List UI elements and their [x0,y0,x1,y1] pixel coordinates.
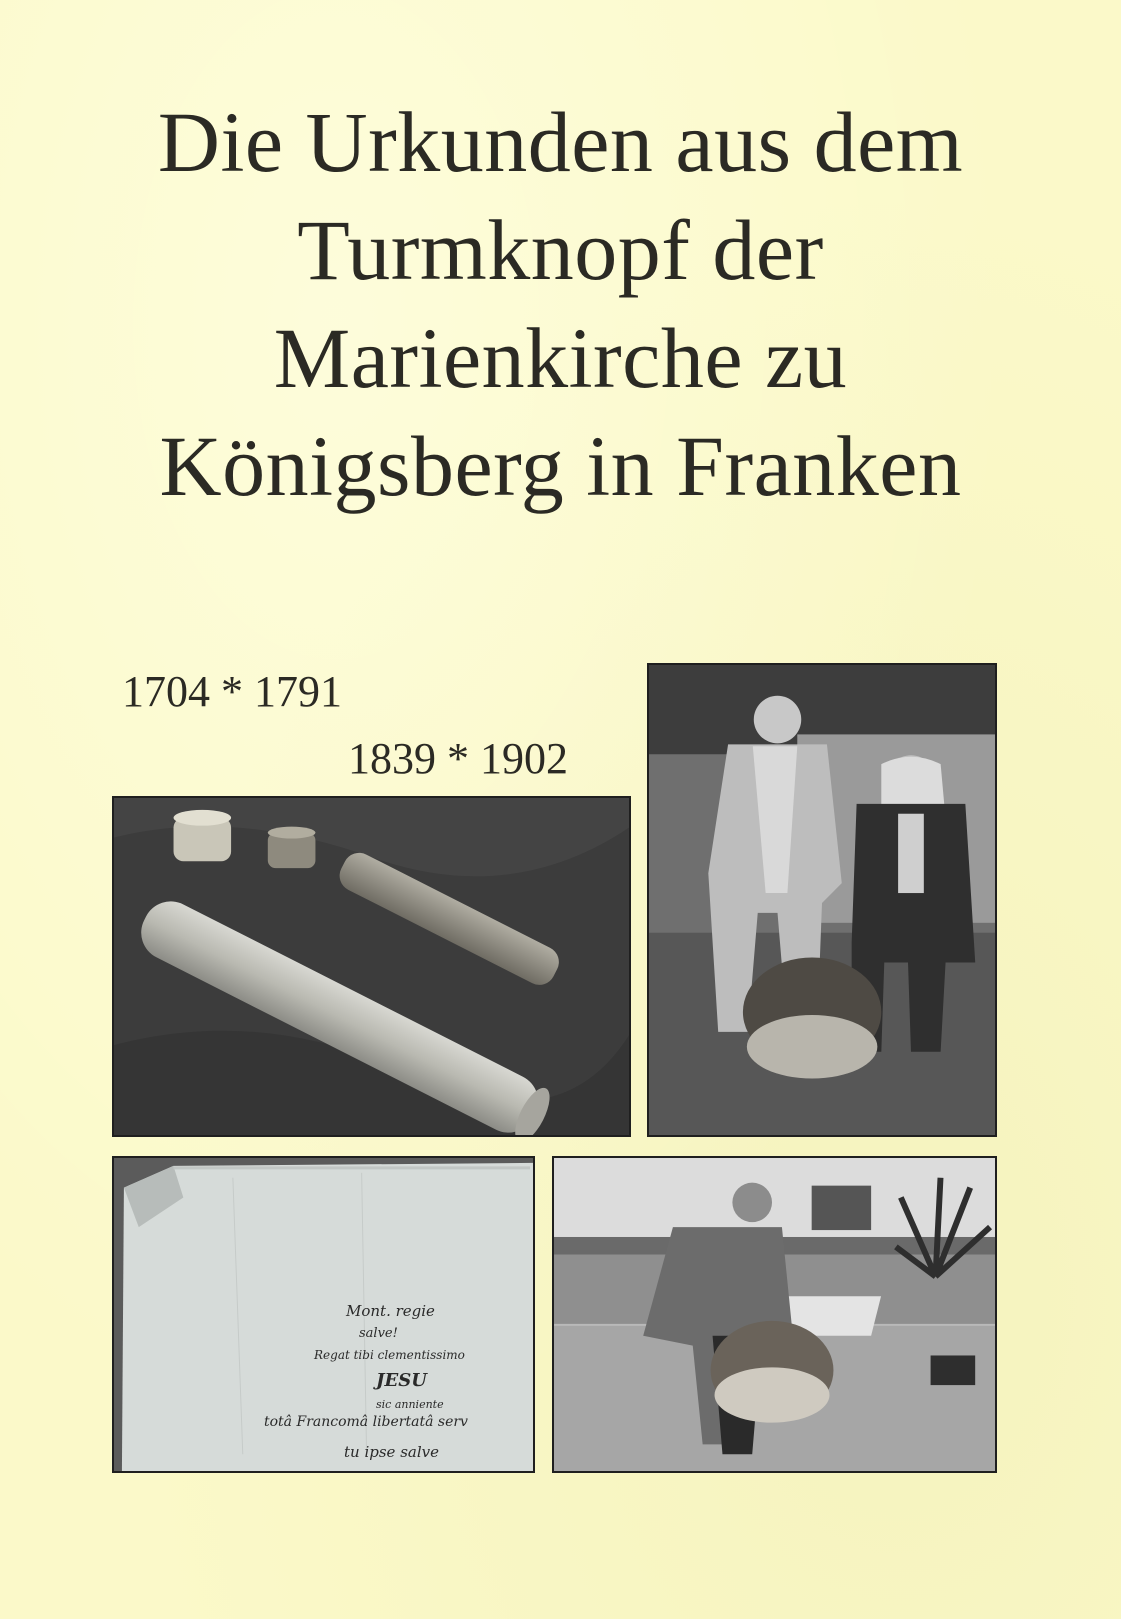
handwritten-document-photo [112,1156,535,1473]
handwriting-line-2: salve! [359,1326,398,1341]
title-line-1: Die Urkunden aus dem [157,94,964,190]
cover-title [0,88,1121,520]
handwriting-line-1: Mont. regie [346,1302,435,1320]
handwriting-line-4: JESU [376,1370,427,1391]
workshop-image [554,1158,995,1471]
title-line-4: Königsberg in Franken [159,418,962,514]
metal-tubes-photo [112,796,631,1137]
dates-first: 1704 * 1791 [122,667,342,716]
title-line-2: Turmknopf der [297,202,824,298]
handwriting-line-6: totâ Francomâ libertatâ serv [264,1414,468,1430]
handwriting-line-5: sic anniente [376,1398,444,1411]
two-men-with-tower-ball-photo [647,663,997,1137]
handwriting-line-7: tu ipse salve [344,1443,439,1461]
tubes-image [114,798,629,1135]
dates-second: 1839 * 1902 [348,734,568,783]
men-image [649,665,995,1135]
man-with-tower-ball-photo [552,1156,997,1473]
title-line-3: Marienkirche zu [273,310,848,406]
handwriting-line-3: Regat tibi clementissimo [314,1348,465,1362]
